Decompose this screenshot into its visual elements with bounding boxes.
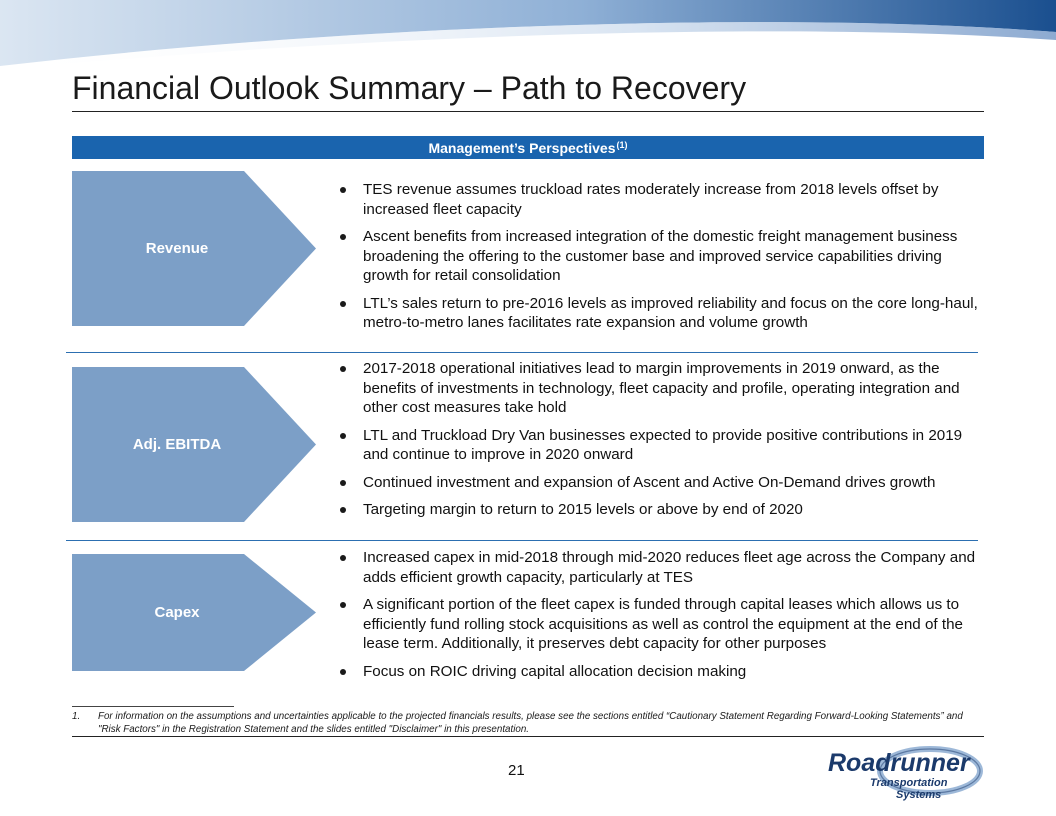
- list-item: 2017-2018 operational initiatives lead to margin improvements in 2019 onward, as the benefits of investments in technology, fleet capacity and profile, operating integration and other cost measures take hold: [340, 359, 980, 418]
- list-item: Ascent benefits from increased integration of the domestic freight management business broadening the offering to the customer base and improved service capabilities driving growth for retail consolidation: [340, 227, 980, 286]
- list-item: LTL’s sales return to pre-2016 levels as improved reliability and focus on the core long-haul, metro-to-metro lanes facilitates rate expansion and volume growth: [340, 294, 980, 333]
- adj-ebitda-label: Adj. EBITDA: [132, 436, 222, 453]
- capex-arrow: [72, 554, 316, 709]
- list-item: Targeting margin to return to 2015 levels or above by end of 2020: [340, 500, 980, 520]
- section-divider: [66, 352, 978, 353]
- capex-bullets: [340, 548, 980, 689]
- adj-ebitda-bullets: [340, 359, 980, 528]
- perspectives-footnote-ref: (1): [616, 139, 628, 150]
- roadrunner-logo: [826, 744, 986, 802]
- svg-text:Roadrunner: Roadrunner: [828, 749, 970, 777]
- list-item: Continued investment and expansion of Ascent and Active On-Demand drives growth: [340, 473, 980, 493]
- svg-text:Systems: Systems: [896, 789, 942, 801]
- footnote-number: 1.: [72, 711, 81, 722]
- list-item: Focus on ROIC driving capital allocation decision making: [340, 662, 980, 682]
- header-swoosh: [0, 0, 1056, 70]
- title-divider: [72, 111, 984, 112]
- revenue-label: Revenue: [145, 240, 209, 257]
- perspectives-header-label: Management’s Perspectives: [428, 139, 616, 156]
- revenue-arrow: [72, 171, 316, 326]
- list-item: LTL and Truckload Dry Van businesses expected to provide positive contributions in 2019 and continue to improve in 2020 onward: [340, 426, 980, 465]
- adj-ebitda-arrow: [72, 367, 316, 522]
- footnote-text: For information on the assumptions and uncertainties applicable to the projected financials results, please see the sections entitled “Cautionary Statement Regarding Forward-Looking Statements” and "Risk Factors" in the Registration Statement and the slides entitled "Disclaimer" in this presentation.: [98, 711, 963, 735]
- section-divider: [66, 540, 978, 541]
- page-number: 21: [508, 762, 525, 779]
- list-item: Increased capex in mid-2018 through mid-2020 reduces fleet age across the Company and adds efficient growth capacity, particularly at TES: [340, 548, 980, 587]
- perspectives-header: [72, 136, 984, 159]
- footer-divider: [72, 736, 984, 737]
- svg-text:Transportation: Transportation: [870, 777, 948, 789]
- capex-label: Capex: [154, 604, 200, 621]
- footnote-divider: [72, 706, 234, 707]
- list-item: A significant portion of the fleet capex is funded through capital leases which allows us to efficiently fund rolling stock acquisitions as well as control the equipment at the end of the lease term. Additionally, it preserves debt capacity for other purposes: [340, 595, 980, 654]
- list-item: TES revenue assumes truckload rates moderately increase from 2018 levels offset by increased fleet capacity: [340, 180, 980, 219]
- page-title: Financial Outlook Summary – Path to Recovery: [72, 70, 747, 106]
- footnote: [72, 710, 972, 736]
- revenue-bullets: [340, 180, 980, 341]
